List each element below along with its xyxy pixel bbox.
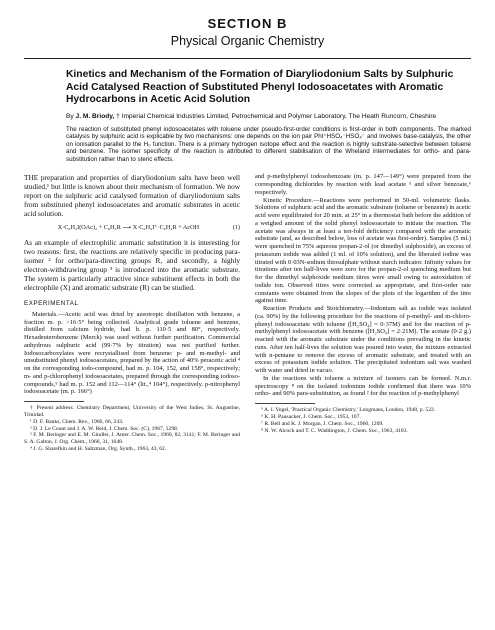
byline-prefix: By — [66, 112, 74, 120]
intro-paragraph: THE preparation and properties of diaryliodonium salts have been well studied,¹ but little is known about their mechanism of formation. We now report on the sulphuric acid catalysed formation of diaryliodonium salts from substituted phenyl iodosoacetates and aromatic substrates in acetic acid solution. — [24, 173, 240, 219]
isomers-paragraph: In the reactions with toluene a mixture of isomers can be formed. N.m.r. spectroscopy ⁸ on the isolated iodonium iodide confirmed that there was 10% ortho- and 90% para-substitution, as found ² for the reaction of p-methylphenyl — [255, 374, 471, 398]
equation-number: (1) — [232, 224, 240, 232]
equation-1 — [24, 224, 240, 232]
footnote: ⁸ N. W. Alcock and T. C. Waddington, J. Chem. Soc., 1963, 4103. — [261, 427, 408, 434]
reaction-products-paragraph: Reaction Products and Stoichiometry.—Iodonium salt as iodide was isolated (ca. 90%) by the following procedure for the reactions of p-methyl- and m-chloro-phenyl iodosoacetate with toluene ([H₂SO₄] = 0·37M) and for the reaction of p-methylphenyl iodosoacetate with benzene ([H₂SO₄] = 2·21M). The acetate (0·2 g.) reacted with the aromatic substrate under the conditions prevailing in the kinetic runs. After ten half-lives the solution was poured into water, the mixture extracted with n-pentane to remove the excess of aromatic substrate, and treated with an excess of potassium iodide solution. The precipitated iodonium salt was washed with water and dried in vacuo. — [255, 305, 471, 375]
header-divider — [24, 58, 471, 59]
left-column — [24, 173, 240, 452]
equation-text: X·C₆H₄I(OAc)₂ + C₆H₅R ⟶ X·C₆H₄I⁺·C₆H₄R + AcOH — [57, 224, 200, 232]
para-2: As an example of electrophilic aromatic substitution it is interesting for two reasons: first, the reactions are relatively specific in producing para-isomer ² for ortho/para-directing groups R, and secondly, a highly electron-withdrawing group ³ is introduced into the aromatic substrate. The system is particularly attractive since substituent effects in both the electrophile (X) and aromatic substrate (R) can be studied. — [24, 238, 240, 293]
footnote: ⁶ K. H. Pausacker, J. Chem. Soc., 1953, 107. — [261, 414, 361, 421]
footnote: † Present address: Chemistry Department, University of the West Indies, St. Augustine, Trinidad. — [24, 405, 240, 419]
abstract: The reaction of substituted phenyl iodosoacetates with toluene under pseudo-first-order conditions is first-order in both components. The marked catalysis by sulphuric acid is explicable by two mechanisms: one depends on the ion pair PhI⁺HSO₄⁻HSO₄⁻ and involves base-catalysis, the other on ionisation parallel to the H₀ function. There is a primary hydrogen isotope effect and the reaction is highly substrate-selective between toluene and benzene. The isomer specificity of the reaction is attributed to different stabilisation of the Wheland intermediates for ortho- and para-substitution rather than to steric effects. — [66, 125, 471, 163]
byline — [66, 113, 471, 121]
author-name: J. M. Briody, — [75, 112, 115, 120]
article-title: Kinetics and Mechanism of the Formation of Diaryliodonium Salts by Sulphuric Acid Catalysed Reaction of Substituted Phenyl Iodosoacetates with Aromatic Hydrocarbons in Acetic Acid Solution — [66, 69, 454, 105]
body-columns — [24, 173, 471, 452]
footnote: ⁴ J. G. Sharefkin and H. Saltzman, Org. Synth., 1963, 43, 62. — [30, 446, 167, 452]
right-footnotes — [255, 407, 471, 434]
footnote-divider — [255, 403, 315, 404]
section-title: Physical Organic Chemistry — [170, 34, 325, 48]
section-header — [24, 16, 471, 48]
section-label: SECTION B — [207, 16, 288, 31]
experimental-heading: EXPERIMENTAL — [24, 300, 79, 308]
footnote: ² D. J. Le Count and J. A. W. Reid, J. Chem. Soc. (C), 1967, 1298. — [30, 425, 179, 432]
footnote: ³ F. M. Beringer and E. M. Gindler, J. Amer. Chem. Soc., 1960, 82, 3141; F. M. Beringer and S. A. Galton, J. Org. Chem., 1966, 31, 1648. — [24, 432, 240, 446]
left-footnotes — [24, 405, 240, 453]
kinetic-procedure-paragraph: Kinetic Procedure.—Reactions were performed in 50-ml. volumetric flasks. Solutions of sulphuric acid and the aromatic substrate (toluene or benzene) in acetic acid were equilibrated for 20 min. at 25° in a thermostat bath before the addition of a weighed amount of the solid phenyl iodosoacetate to initiate the reaction. The acetate was always in at least a ten-fold deficiency compared with the aromatic substrate (and, as described below, loss of acetate was first-order). Samples (5 ml.) were quenched in 75% aqueous propan-2-ol (or dimethyl sulphoxide), an excess of potassium iodide was added (1 ml. of 10% solution), and the liberated iodine was titrated with 0·03N-sodium thiosulphate without starch indicator. Infinity values for titrations after ten half-lives were zero for the propan-2-ol quenching medium but for the dimethyl sulphoxide medium titres were small owing to autoxidation of iodide ion. Observed titres were corrected as appropriate, and first-order rate constants were obtained from the slopes of the plots of the logarithm of the titre against time. — [255, 196, 471, 305]
right-column — [255, 173, 471, 452]
footnote: ⁷ R. Bell and K. J. Morgan, J. Chem. Soc., 1960, 1209. — [261, 420, 384, 427]
footnote-divider — [24, 401, 84, 402]
prep-paragraph: and p-methylphenyl iodosobenzoate (m. p. 147—149°) were prepared from the corresponding dichlorides by reaction with lead acetate ⁵ and silver benzoate,⁶ respectively. — [255, 173, 471, 196]
footnote: ⁵ A. I. Vogel, 'Practical Organic Chemistry,' Longmans, London, 1948, p. 522. — [261, 407, 436, 414]
materials-paragraph: Materials.—Acetic acid was dried by azeotropic distillation with benzene, a fraction m. p. >16·5° being collected. Analytical grade toluene and benzene, distilled from calcium hydride, had b. p. 110·5 and 80°, respectively. Hexadeuterobenzene (Merck) was used without further purification. Commercial anhydrous sulphuric acid (99·7% by titration) was not purified further. Iodosocarboxylates were recrystallised from benzene: p- and m-methyl- and unsubstituted phenyl iodosoacetates, prepared by the action of 40% peracetic acid ⁴ on the corresponding iodo-compound, had m. p. 104, 152, and 158°, respectively; m- and p-chlorophenyl iodosoacetates, prepared through the corresponding iodoso-compounds,⁵ had m. p. 152 and 112—114° (lit.,⁴ 104°), respectively. p-nitrophenyl iodosoacetate (m. p. 166°) — [24, 310, 240, 396]
footnote: ¹ D. F. Banks, Chem. Rev., 1966, 66, 243. — [30, 418, 124, 425]
author-affiliation: † Imperial Chemical Industries Limited, Petrochemical and Polymer Laboratory, The Heath Runcorn, Cheshire — [116, 112, 437, 120]
